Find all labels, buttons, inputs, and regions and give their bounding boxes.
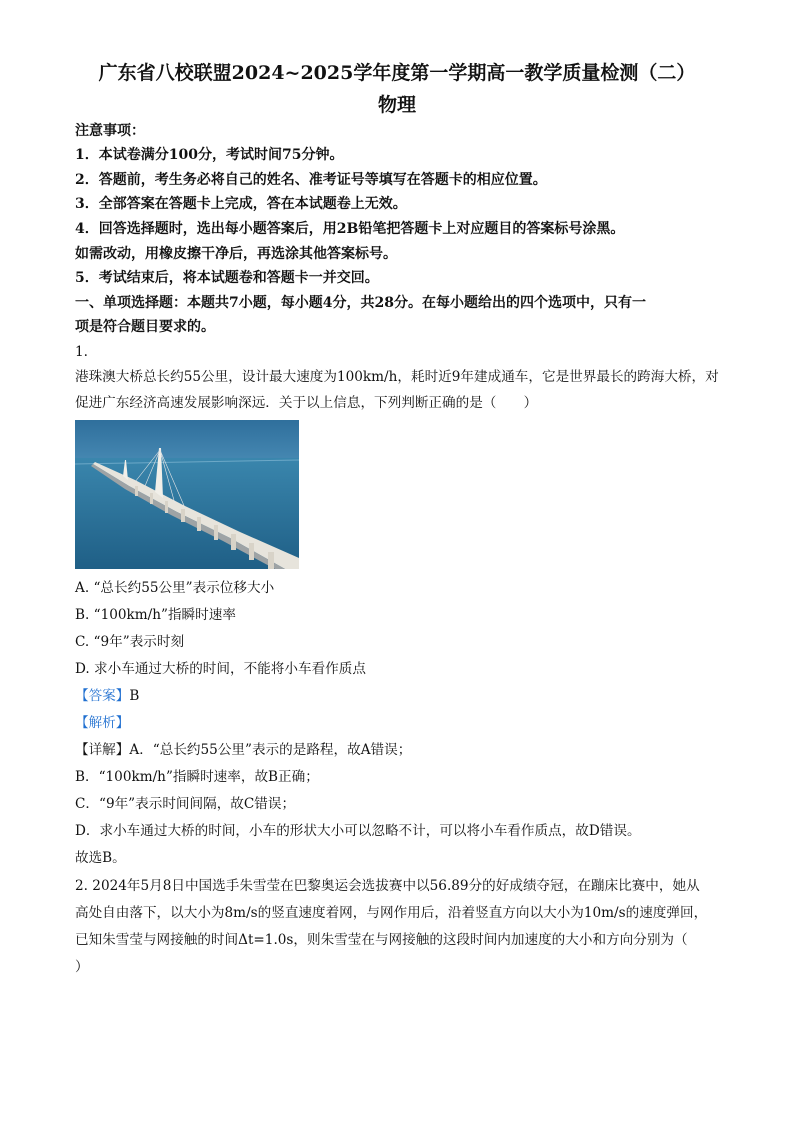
notice-item: 如需改动，用橡皮擦干净后，再选涂其他答案标号。: [75, 246, 397, 262]
subject-title: 物理: [377, 94, 416, 116]
question-number: 1.: [75, 344, 88, 360]
answer-tag: 【答案】: [75, 688, 130, 704]
notice-heading: 注意事项：: [75, 123, 145, 139]
option-b: B. “100km/h”指瞬时速率: [75, 607, 236, 623]
notice-item: 4．回答选择题时，选出每小题答案后，用2B铅笔把答题卡上对应题目的答案标号涂黑。: [75, 221, 625, 237]
answer-line: [75, 686, 725, 706]
option-c: C. “9年”表示时刻: [75, 634, 185, 650]
section-heading-cont: 项是符合题目要求的。: [75, 319, 215, 335]
question-stem: 高处自由落下，以大小为8m/s的竖直速度着网，与网作用后，沿着竖直方向以大小为10m/s的速度弹回，: [75, 905, 708, 921]
detail-line: D．求小车通过大桥的时间，小车的形状大小可以忽略不计，可以将小车看作质点，故D错误。: [75, 823, 641, 839]
bridge-photo: [75, 420, 299, 569]
exam-title: 广东省八校联盟2024~2025学年度第一学期高一教学质量检测（二）: [98, 62, 696, 84]
notice-item: 5．考试结束后，将本试题卷和答题卡一并交回。: [75, 270, 379, 286]
option-a: A. “总长约55公里”表示位移大小: [75, 580, 275, 596]
notice-item: 2．答题前，考生务必将自己的姓名、准考证号等填写在答题卡的相应位置。: [75, 172, 547, 188]
question-stem: 已知朱雪莹与网接触的时间Δt=1.0s，则朱雪莹在与网接触的这段时间内加速度的大小和方向分别为（: [75, 932, 688, 948]
answer-value: B: [129, 688, 140, 704]
detail-tag: 【详解】: [75, 742, 130, 758]
notice-item: 1．本试卷满分100分，考试时间75分钟。: [75, 147, 344, 163]
option-d: D. 求小车通过大桥的时间，不能将小车看作质点: [75, 661, 366, 677]
question-stem: 2. 2024年5月8日中国选手朱雪莹在巴黎奥运会选拔赛中以56.89分的好成绩夺冠，在蹦床比赛中，她从: [75, 878, 700, 894]
detail-line: C．“9年”表示时间间隔，故C错误；: [75, 796, 296, 812]
section-heading: 一、单项选择题：本题共7小题，每小题4分，共28分。在每小题给出的四个选项中，只有一: [75, 295, 646, 311]
detail-text: A．“总长约55公里”表示的是路程，故A错误；: [129, 742, 412, 758]
detail-conclusion: 故选B。: [75, 850, 126, 866]
question-stem: 港珠澳大桥总长约55公里，设计最大速度为100km/h，耗时近9年建成通车，它是世界最长的跨海大桥，对: [75, 369, 719, 385]
detail-line: B．“100km/h”指瞬时速率，故B正确；: [75, 769, 319, 785]
notice-item: 3．全部答案在答题卡上完成，答在本试题卷上无效。: [75, 196, 407, 212]
question-stem: ）: [75, 959, 89, 975]
analysis-line: [75, 713, 725, 733]
analysis-tag: 【解析】: [75, 715, 130, 731]
detail-line: [75, 740, 725, 760]
question-stem: 促进广东经济高速发展影响深远．关于以上信息，下列判断正确的是（ ）: [75, 395, 538, 411]
